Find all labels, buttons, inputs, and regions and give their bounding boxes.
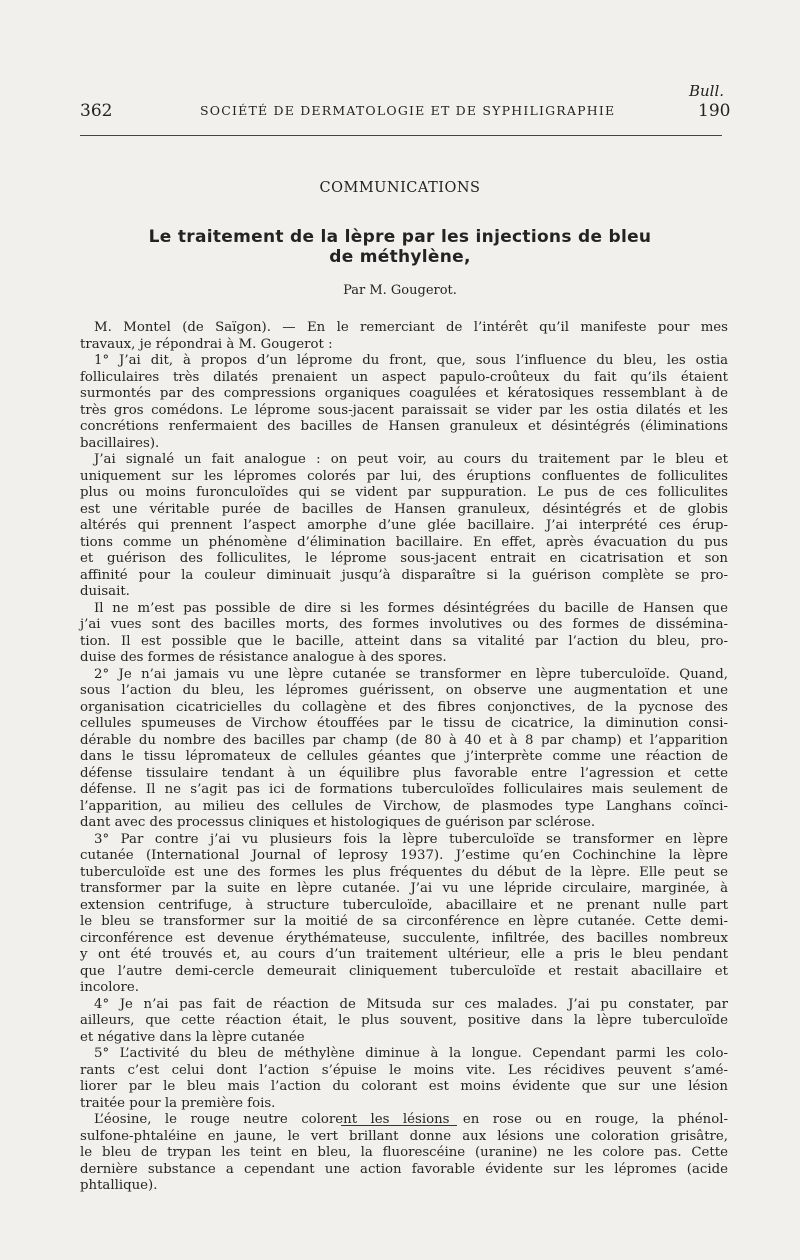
text-line: M. Montel (de Saïgon). — En le remerciant de l’intérêt qu’il manifeste pour mes bbox=[94, 320, 728, 335]
page-number: 362 bbox=[80, 101, 113, 121]
text-line: 4° Je n’ai pas fait de réaction de Mitsuda sur ces malades. J’ai pu constater, par bbox=[94, 996, 728, 1012]
text-line: duisait. bbox=[80, 584, 130, 599]
text-line: l’apparition, au milieu des cellules de Virchow, de plasmodes type Langhans coïnci- bbox=[80, 798, 728, 814]
text-line: organisation cicatricielles du collagène et des fibres conjonctives, de la pycnose des bbox=[80, 699, 728, 715]
text-line: altérés qui prennent l’aspect amorphe d’une glée bacillaire. J’ai interprété ces érup- bbox=[80, 518, 728, 533]
running-head bbox=[80, 101, 720, 123]
article-body bbox=[80, 320, 728, 1195]
text-line: bacillaires). bbox=[80, 435, 160, 451]
text-line: J’ai signalé un fait analogue : on peut voir, au cours du traitement par le bleu et bbox=[94, 452, 728, 467]
header-rule bbox=[80, 135, 722, 136]
text-line: phtallique). bbox=[80, 1178, 158, 1193]
text-line: affinité pour la couleur diminuait jusqu’à disparaître si la guérison complète se pro- bbox=[80, 567, 728, 583]
article-title-line-2: de méthylène, bbox=[329, 247, 471, 267]
section-title: COMMUNICATIONS bbox=[319, 180, 481, 196]
article-title-line-1: Le traitement de la lèpre par les injections de bleu bbox=[148, 227, 652, 247]
text-line: traitée pour la première fois. bbox=[80, 1095, 276, 1111]
text-line: folliculaires très dilatés prenaient un aspect papulo-croûteux du fait qu’ils étaient bbox=[80, 369, 728, 385]
text-line: défense. Il ne s’agit pas ici de formations tuberculoïdes folliculaires mais seulement de bbox=[80, 782, 728, 797]
text-line: 5° L’activité du bleu de méthylène diminue à la longue. Cependant parmi les colo- bbox=[94, 1046, 728, 1061]
text-line: 1° J’ai dit, à propos d’un léprome du front, que, sous l’influence du bleu, les ostia bbox=[94, 353, 728, 368]
text-line: 3° Par contre j’ai vu plusieurs fois la lèpre tuberculoïde se transformer en lèpre bbox=[94, 831, 728, 847]
text-line: transformer par la suite en lèpre cutanée. J’ai vu une lépride circulaire, marginée, à bbox=[80, 881, 728, 896]
journal-title: SOCIÉTÉ DE DERMATOLOGIE ET DE SYPHILIGRAPHIE bbox=[200, 103, 616, 118]
text-line: est une véritable purée de bacilles de Hansen granuleux, désintégrés et de globis bbox=[80, 501, 728, 517]
text-line: que l’autre demi-cercle demeurait cliniquement tuberculoïde et restait abacillaire et bbox=[80, 963, 728, 979]
text-line: défense tissulaire tendant à un équilibre plus favorable entre l’agression et cette bbox=[80, 765, 728, 781]
end-rule bbox=[341, 1125, 457, 1126]
text-line: tions comme un phénomène d’élimination bacillaire. En effet, après évacuation du pus bbox=[80, 534, 728, 550]
text-line: Il ne m’est pas possible de dire si les formes désintégrées du bacille de Hansen que bbox=[94, 600, 728, 616]
text-line: duise des formes de résistance analogue à des spores. bbox=[80, 650, 447, 665]
text-line: y ont été trouvés et, au cours d’un traitement ultérieur, elle a pris le bleu pendant bbox=[80, 947, 728, 962]
text-line: tuberculoïde est une des formes les plus fréquentes du début de la lèpre. Elle peut se bbox=[80, 864, 728, 880]
text-line: le bleu se transformer sur la moitié de sa circonférence en lèpre cutanée. Cette demi- bbox=[80, 914, 728, 929]
text-line: dernière substance a cependant une action favorable évidente sur les lépromes (acide bbox=[80, 1161, 728, 1177]
text-line: très gros comédons. Le léprome sous-jacent paraissait se vider par les ostia dilatés et les bbox=[80, 402, 728, 418]
text-line: ailleurs, que cette réaction était, le plus souvent, positive dans la lèpre tuberculoïde bbox=[80, 1013, 728, 1028]
text-line: extension centrifuge, à structure tuberculoïde, abacillaire et ne prenant nulle part bbox=[80, 897, 728, 913]
text-line: dérable du nombre des bacilles par champ (de 80 à 40 et à 8 par champ) et l’apparition bbox=[80, 732, 728, 748]
text-line: travaux, je répondrai à M. Gougerot : bbox=[80, 336, 333, 352]
text-line: liorer par le bleu mais l’action du colorant est moins évidente que sur une lésion bbox=[80, 1079, 728, 1094]
text-line: incolore. bbox=[80, 980, 139, 995]
text-line: concrétions renfermaient des bacilles de Hansen granuleux et désintégrés (éliminations bbox=[80, 419, 728, 434]
text-line: dant avec des processus cliniques et histologiques de guérison par sclérose. bbox=[80, 815, 596, 830]
text-line: cutanée (International Journal of leprosy 1937). J’estime qu’en Cochinchine la lèpre bbox=[80, 848, 728, 863]
byline: Par M. Gougerot. bbox=[343, 283, 457, 298]
text-line: cellules spumeuses de Virchow étouffées par le tissu de cicatrice, la diminution consi- bbox=[80, 716, 728, 731]
text-line: 2° Je n’ai jamais vu une lèpre cutanée se transformer en lèpre tuberculoïde. Quand, bbox=[94, 666, 728, 682]
text-line: le bleu de trypan les teint en bleu, la fluorescéine (uranine) ne les colore pas. Cette bbox=[80, 1145, 728, 1160]
volume-number: 190 bbox=[698, 101, 731, 121]
text-line: uniquement sur les lépromes colorés par lui, des éruptions confluentes de folliculites bbox=[80, 468, 728, 484]
text-line: rants c’est celui dont l’action s’épuise le moins vite. Les récidives peuvent s’amé- bbox=[80, 1062, 728, 1078]
text-line: L’éosine, le rouge neutre colorent les lésions en rose ou en rouge, la phénol- bbox=[94, 1112, 728, 1127]
text-line: tion. Il est possible que le bacille, atteint dans sa vitalité par l’action du bleu, pro- bbox=[80, 633, 728, 649]
text-line: circonférence est devenue érythémateuse, succulente, infiltrée, des bacilles nombreux bbox=[80, 930, 728, 946]
text-line: surmontés par des compressions organiques coagulées et kératosiques ressemblant à de bbox=[80, 386, 728, 401]
text-line: et guérison des folliculites, le léprome sous-jacent entrait en cicatrisation et son bbox=[80, 551, 728, 566]
text-line: j’ai vues sont des bacilles morts, des formes involutives ou des formes de dissémina- bbox=[80, 617, 728, 632]
text-line: dans le tissu lépromateux de cellules géantes que j’interprète comme une réaction de bbox=[80, 749, 728, 764]
text-line: et négative dans la lèpre cutanée bbox=[80, 1029, 305, 1045]
text-line: sulfone-phtaléine en jaune, le vert brillant donne aux lésions une coloration grisâtre, bbox=[80, 1128, 728, 1144]
text-line: plus ou moins furonculoïdes qui se vident par suppuration. Le pus de ces folliculites bbox=[80, 485, 728, 500]
text-line: sous l’action du bleu, les lépromes guérissent, on observe une augmentation et une bbox=[80, 683, 728, 698]
volume-label: Bull. bbox=[689, 82, 725, 100]
